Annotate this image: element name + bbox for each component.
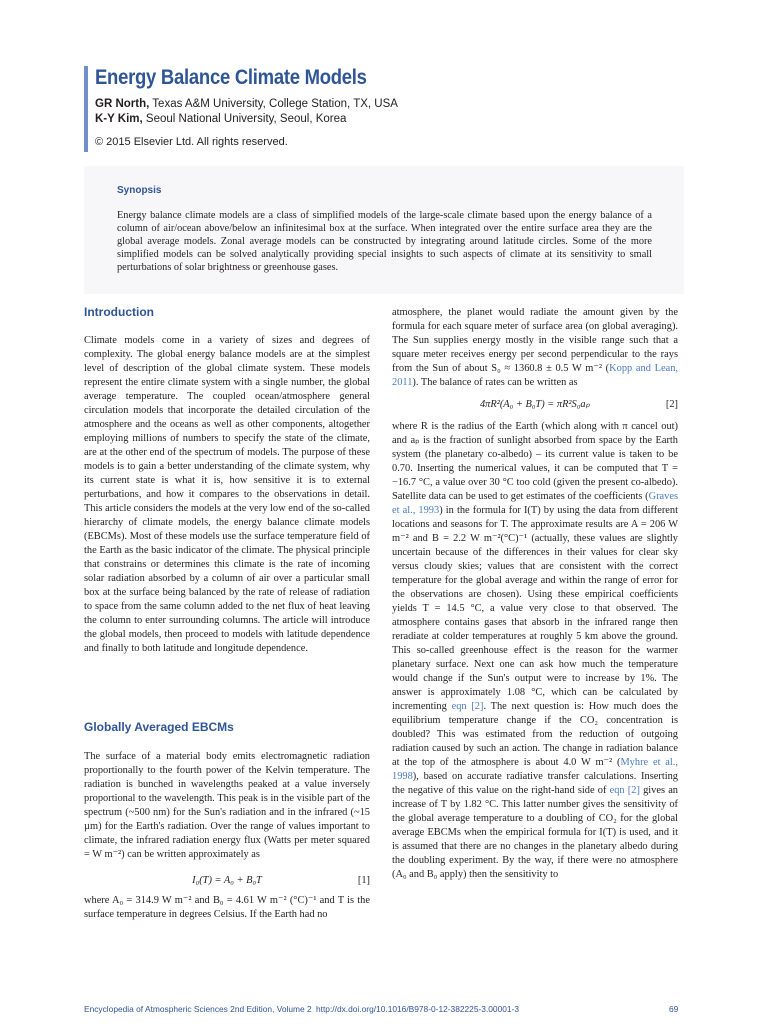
author-name: K-Y Kim, [95, 113, 143, 125]
title-accent-bar [84, 66, 88, 152]
equation-link-2[interactable]: eqn [2] [451, 701, 484, 712]
introduction-body [84, 334, 370, 656]
text-run: ) in the formula for I(T) by using the data from different locations and seasons for T. The approximate results are A = 206 W m⁻² and B = 2.2 W m⁻²(°C)⁻¹ (actually, these values are slightly uncertain because of the differences in their values for clear sky versus cloudy skies; values that are consistent with the correct temperature for the global average and within the range of error for the observations are chosen). Using these empirical coefficients yields T = 14.5 °C, a value very close to that observed. The atmosphere contains gases that absorb in the infrared range then reradiate at colder temperatures at roughly 5 km above the ground. This so-called greenhouse effect is the reason for the warmer planetary surface. Next one can ask how much the temperature would change if the Sun's output were to increase by 1%. The answer is approximately 1.08 °C, which can be calculated by incrementing [392, 505, 678, 712]
globally-averaged-heading: Globally Averaged EBCMs [84, 720, 234, 734]
synopsis-heading: Synopsis [117, 185, 162, 196]
text-run: gives an increase of T by 1.82 °C. This latter number gives the sensitivity of the global average temperature to a doubling of CO₂ for the global average EBCMs when the empirical formula for I(T) is used, and it is assumed that there are no changes in the planetary albedo during the doubling experiment. By the way, if there were no atmosphere (A₀ and B₀ apply) then the sensitivity to [392, 785, 679, 880]
footer-doi-link[interactable]: http://dx.doi.org/10.1016/B978-0-12-382225-3.00001-3 [316, 1004, 520, 1014]
copyright-notice: © 2015 Elsevier Ltd. All rights reserved. [95, 136, 288, 148]
author-affiliation: Seoul National University, Seoul, Korea [142, 113, 347, 125]
text-run: atmosphere, the planet would radiate the amount given by the formula for each square meter of surface area (on global averaging). The Sun supplies energy mostly in the visible range such that a square meter receives energy per second perpendicular to the rays from the Sun of about S₀ ≈ 1360.8 ± 0.5 W m⁻² ( [392, 307, 678, 374]
citation-link-graves[interactable]: Graves et al., 1993 [392, 491, 678, 516]
equation-2-number: [2] [665, 399, 678, 410]
text-run: where R is the radius of the Earth (which along with π cancel out) and aₚ is the fraction of sunlight absorbed from space by the Earth system (the planetary co-albedo) – its current value is taken to be 0.70. Inserting the numerical values, it can be computed that T = −16.7 °C, a value over 30 °C too cold (given the present co-albedo). Satellite data can be used to get estimates of the coefficients ( [392, 421, 678, 502]
synopsis-text: Energy balance climate models are a class of simplified models of the large-scale climate based upon the energy balance of a column of air/ocean above/below an infinitesimal box at the surface. When integrated over the entire surface area they are the global average models. Zonal average models can be constructed by integrating around latitude circles. Some of the more simplified models can be solved analytically providing special insights to such aspects of climate at its sensitivity to small perturbations of solar brightness or greenhouse gases. [117, 210, 652, 273]
article-title: Energy Balance Climate Models [95, 66, 367, 89]
right-column-body [392, 306, 678, 882]
equation-2 [392, 394, 678, 416]
author-affiliation: Texas A&M University, College Station, TX, USA [149, 98, 398, 110]
globally-averaged-paragraph: The surface of a material body emits electromagnetic radiation proportionally to the fourth power of the Kelvin temperature. The radiation is bunched in wavelengths peaked at a value inversely proportional to the wavelength. This peak is in the visible part of the spectrum (~500 nm) for the Sun's radiation and in the infrared (~15 µm) for the Earth's radiation. Over the range of values important to climate, the infrared radiation energy flux (Watts per meter squared = W m⁻²) can be written approximately as [84, 751, 370, 860]
equation-1-expression: I₀(T) = A₀ + B₀T [192, 875, 262, 886]
equation-link-2b[interactable]: eqn [2] [609, 785, 640, 796]
citation-link-myhre[interactable]: Myhre et al., 1998 [392, 757, 678, 782]
text-run: . The next question is: How much does the equilibrium temperature change if the CO₂ concentration is doubled? This was estimated from the reduction of outgoing radiation caused by such an action. The change in radiation balance at the top of the atmosphere is about 4.0 W m⁻² ( [392, 701, 678, 768]
author-name: GR North, [95, 98, 150, 110]
citation-link-kopp-lean[interactable]: Kopp and Lean, 2011 [392, 363, 678, 388]
introduction-heading: Introduction [84, 305, 154, 319]
author-line-1 [95, 98, 398, 110]
equation-1 [84, 870, 370, 892]
text-run: ). The balance of rates can be written as [412, 377, 578, 388]
footer-source: Encyclopedia of Atmospheric Sciences 2nd Edition, Volume 2 [84, 1004, 312, 1014]
globally-averaged-body [84, 750, 370, 922]
text-run: ), based on accurate radiative transfer calculations. Inserting the negative of this value on the right-hand side of [392, 771, 678, 796]
right-paragraph-2 [392, 420, 678, 882]
author-line-2 [95, 113, 346, 125]
right-paragraph-1 [392, 306, 678, 390]
footer-page-number: 69 [669, 1004, 679, 1014]
after-equation-1-text: where A₀ = 314.9 W m⁻² and B₀ = 4.61 W m⁻² (°C)⁻¹ and T is the surface temperature in degrees Celsius. If the Earth had no [84, 895, 370, 920]
equation-2-expression: 4πR²(A₀ + B₀T) = πR²S₀aₚ [479, 399, 590, 410]
introduction-paragraph: Climate models come in a variety of sizes and degrees of complexity. The global energy balance models are at the simplest level of description of the global climate system. These models represent the entire climate system with a single number, the global average temperature. The coupled ocean/atmosphere general circulation models that incorporate the detailed circulation of the atmosphere and the oceans as well as other components, altogether employing millions of numbers to specify the state of the climate, are at the other end of the spectrum of models. The purpose of these models is to gain a better understanding of the climate system, why its current state is what it is, how sensitive it is to external perturbations, and how it compares to the observations in detail. This article considers the models at the very low end of the so-called hierarchy of climate models, the energy balance climate models (EBCMs). Most of these models use the surface temperature field of the Earth as the basic indicator of the climate. The physical principle that constrains or determines this climate is the rate of incoming solar radiation absorbed by a column of air over a particular small box at the surface being balanced by the rate of release of radiation to space from the same column added to the net flux of heat leaving the column to enter surrounding columns. The article will introduce the global models, then proceed to models with latitude dependence and finally to both latitude and longitude dependence. [84, 335, 370, 654]
equation-1-number: [1] [357, 875, 370, 886]
